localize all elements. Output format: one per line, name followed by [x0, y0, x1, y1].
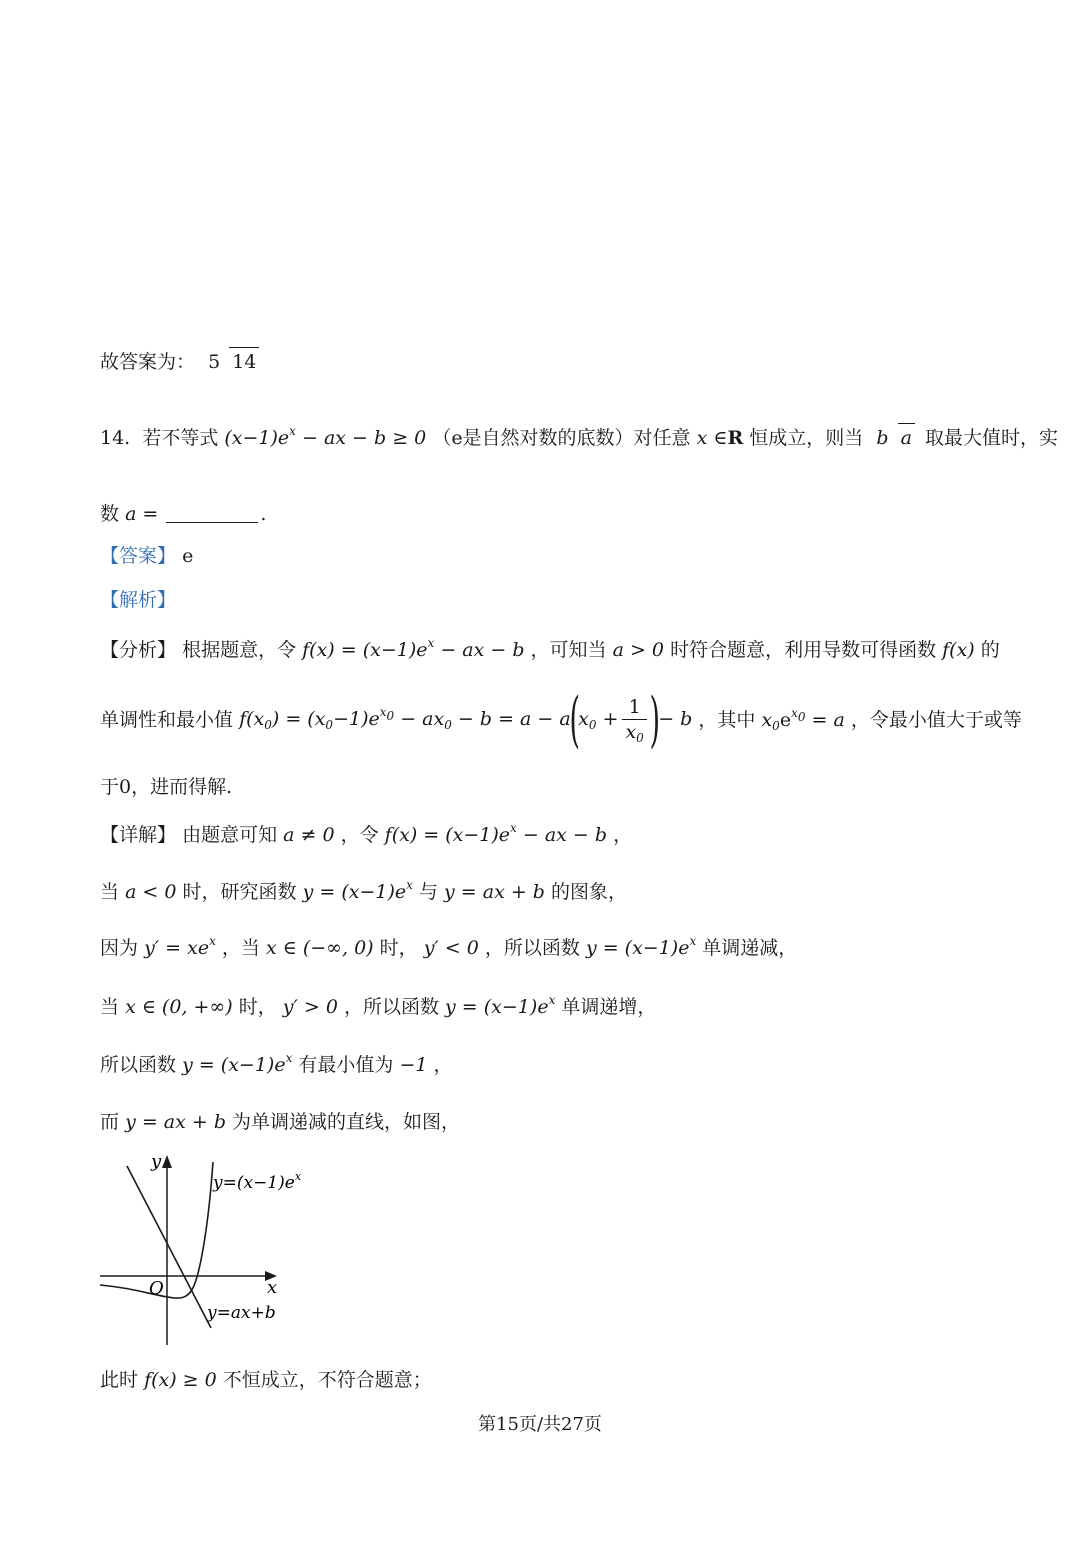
- formula-part: x ∈ (0, +∞): [125, 995, 233, 1018]
- q14-text: （e是自然对数的底数）对任意: [432, 426, 691, 449]
- origin-label: O: [149, 1278, 164, 1299]
- fraction-numerator: b: [876, 426, 889, 449]
- formula-part: ) = (x: [271, 708, 326, 730]
- xiangjie-text: ，: [613, 823, 633, 846]
- linear-line: [127, 1166, 211, 1328]
- fenxi-formula: [302, 635, 525, 661]
- solution-text: ，当: [221, 936, 260, 959]
- xiangjie-line: [100, 820, 633, 846]
- exponent: x: [209, 933, 216, 948]
- fraction-denominator: a: [898, 423, 915, 449]
- curve-label-text: y=(x−1)e: [213, 1173, 295, 1193]
- formula-part: − ax: [400, 708, 445, 730]
- fraction-denominator: [622, 719, 646, 745]
- question-14-line-2: [100, 504, 266, 524]
- formula-part: = a: [811, 708, 845, 731]
- xiangjie-tag: 【详解】: [100, 823, 177, 846]
- solution-text: 而: [100, 1110, 120, 1133]
- q14-variable: a =: [125, 502, 159, 525]
- solution-text: 因为: [100, 936, 139, 959]
- formula-part: f(x) = (x−1)e: [302, 638, 428, 661]
- fenxi-line-3: [100, 777, 232, 797]
- q14-x-in-r: x ∈: [696, 426, 728, 449]
- formula-part: y = (x−1)e: [585, 936, 690, 959]
- q14-text: 数: [100, 502, 120, 525]
- fenxi-min-formula: $f(x_0) = (x_0-1)e^{x_0} - ax_0 - b = a - a(x_0$ + $\frac{1}{x_0}$ )− b: [239, 685, 693, 755]
- formula-part: x ∈ (−∞, 0): [265, 936, 374, 959]
- formula-part: − ax − b: [522, 823, 608, 846]
- subscript: 0: [325, 718, 334, 732]
- exponent: [791, 705, 806, 724]
- q14-ineq-part: − ax − b ≥ 0: [302, 426, 427, 449]
- right-paren: ): [649, 685, 660, 755]
- fenxi-text: ，可知当: [530, 638, 607, 661]
- fenxi-line-1: [100, 635, 1000, 661]
- formula-part: y = ax + b: [125, 1110, 226, 1133]
- fenxi-text: ，令最小值大于或等: [850, 708, 1022, 731]
- solution-formula: [302, 877, 413, 903]
- fenxi-text: 单调性和最小值: [100, 708, 234, 731]
- subscript: 0: [797, 709, 806, 724]
- fenxi-text: 于0，进而得解.: [100, 775, 233, 798]
- solution-line-b: [100, 933, 798, 959]
- curve-label: [212, 1170, 302, 1193]
- solution-formula: [585, 933, 697, 959]
- exponent-var: x: [791, 705, 798, 720]
- formula-part: y′ < 0: [423, 936, 479, 959]
- solution-text: 的图象，: [551, 880, 628, 903]
- solution-text: 与: [418, 880, 438, 903]
- solution-text: 单调递减，: [702, 936, 798, 959]
- solution-text: 此时: [100, 1368, 139, 1391]
- solution-text: 单调递增，: [561, 995, 657, 1018]
- x-axis-label: x: [267, 1277, 278, 1298]
- subscript: 0: [772, 718, 780, 733]
- q14-text: 取最大值时，实: [924, 426, 1058, 449]
- solution-text: 为单调递减的直线，如图，: [232, 1110, 461, 1133]
- answer-value: e: [182, 544, 194, 567]
- exponent: x: [548, 992, 556, 1007]
- solution-text: ，所以函数: [343, 995, 439, 1018]
- previous-answer-label: 故答案为：: [100, 350, 196, 373]
- solution-formula: [445, 992, 556, 1018]
- fenxi-tag: 【分析】: [100, 638, 177, 661]
- formula-part: a ≠ 0: [283, 823, 335, 846]
- formula-part: x: [578, 708, 589, 730]
- xiangjie-text: ，令: [340, 823, 379, 846]
- previous-answer: [100, 352, 263, 372]
- fenxi-text: 根据题意，令: [182, 638, 297, 661]
- subscript: 0: [386, 709, 395, 723]
- formula-part: f(x: [239, 708, 265, 730]
- formula-part: f(x) ≥ 0: [144, 1368, 217, 1391]
- formula-part: y = (x−1)e: [182, 1053, 286, 1076]
- answer-tag: 【答案】: [100, 544, 177, 567]
- formula-part: x: [625, 721, 637, 743]
- formula-part: − b: [658, 708, 693, 730]
- exponent: x: [427, 635, 435, 650]
- exponent: x: [510, 820, 517, 835]
- solution-text: 时，: [238, 995, 277, 1018]
- fraction-denominator: 14: [229, 347, 259, 373]
- analysis-heading: [100, 590, 176, 610]
- reciprocal-fraction: [622, 696, 646, 745]
- solution-line-e: [100, 1112, 460, 1132]
- subscript: 0: [588, 718, 597, 732]
- exponent: x: [406, 877, 413, 892]
- fenxi-line-2: [100, 685, 1022, 755]
- page-footer: 第15页/共27页: [478, 1414, 602, 1435]
- fraction-numerator: 1: [628, 696, 641, 718]
- solution-formula: [182, 1050, 293, 1076]
- q14-text: 若不等式: [142, 426, 219, 449]
- b-over-a-fraction: [873, 426, 915, 449]
- solution-text: 所以函数: [100, 1053, 177, 1076]
- fenxi-text: 的: [980, 638, 1000, 661]
- formula-part: y′ = xe: [144, 936, 210, 959]
- q14-text: 恒成立，则当: [749, 426, 864, 449]
- fraction-numerator: 5: [208, 350, 221, 373]
- analysis-tag: 【解析】: [100, 588, 177, 611]
- formula-part: y′ > 0: [282, 995, 338, 1018]
- q14-text: .: [260, 502, 267, 525]
- fenxi-condition: [761, 705, 845, 733]
- left-paren: (: [569, 685, 580, 755]
- formula-part: −1)e: [333, 708, 380, 730]
- solution-line-f: [100, 1370, 432, 1390]
- subscript: 0: [636, 731, 644, 745]
- formula-part: − b = a − a: [457, 708, 571, 730]
- previous-answer-fraction: [205, 350, 259, 373]
- question-number: 14.: [100, 426, 131, 449]
- exponent: [379, 705, 395, 723]
- y-axis-label: y: [151, 1151, 162, 1172]
- formula-part: a > 0: [612, 638, 665, 661]
- formula-part: f(x) = (x−1)e: [384, 823, 511, 846]
- line-label: y=ax+b: [207, 1303, 276, 1323]
- exponent: x: [689, 933, 697, 948]
- answer-line: [100, 546, 193, 566]
- formula-part: y = (x−1)e: [302, 880, 407, 903]
- formula-part: − ax − b: [440, 638, 525, 661]
- solution-text: 当: [100, 880, 120, 903]
- exponent: x: [285, 1050, 293, 1065]
- solution-text: 时，: [379, 936, 418, 959]
- xiangjie-text: 由题意可知: [182, 823, 278, 846]
- fenxi-text: ，其中: [698, 708, 756, 731]
- q14-inequality: [224, 423, 427, 449]
- solution-text: 不恒成立，不符合题意；: [222, 1368, 432, 1391]
- subscript: 0: [264, 718, 272, 732]
- formula-part: x: [761, 708, 773, 731]
- solution-text: ，: [433, 1053, 453, 1076]
- formula-part: y = (x−1)e: [445, 995, 549, 1018]
- formula-part: y = ax + b: [444, 880, 545, 903]
- exponent: x: [289, 423, 296, 438]
- solution-formula: [144, 933, 216, 959]
- formula-part: −1: [399, 1053, 428, 1076]
- curve-label-exponent: x: [294, 1170, 302, 1183]
- function-graph: [95, 1150, 305, 1350]
- solution-text: 时，研究函数: [182, 880, 297, 903]
- real-numbers-symbol: R: [727, 426, 744, 449]
- solution-line-a: [100, 877, 628, 903]
- formula-part: a < 0: [125, 880, 177, 903]
- exponent-var: x: [379, 705, 387, 719]
- fenxi-text: 时符合题意，利用导数可得函数: [670, 638, 937, 661]
- solution-line-c: [100, 992, 657, 1018]
- answer-blank: [166, 506, 258, 523]
- q14-ineq-part: (x−1)e: [224, 426, 290, 449]
- solution-text: ，所以函数: [484, 936, 580, 959]
- y-axis-arrow: [162, 1155, 172, 1168]
- xiangjie-formula: [384, 820, 608, 846]
- formula-part: f(x): [942, 638, 975, 661]
- solution-text: 有最小值为: [298, 1053, 394, 1076]
- solution-line-d: [100, 1050, 453, 1076]
- solution-text: 当: [100, 995, 120, 1018]
- question-14-line-1: [100, 423, 1058, 449]
- subscript: 0: [444, 718, 452, 732]
- formula-part: e: [779, 708, 792, 731]
